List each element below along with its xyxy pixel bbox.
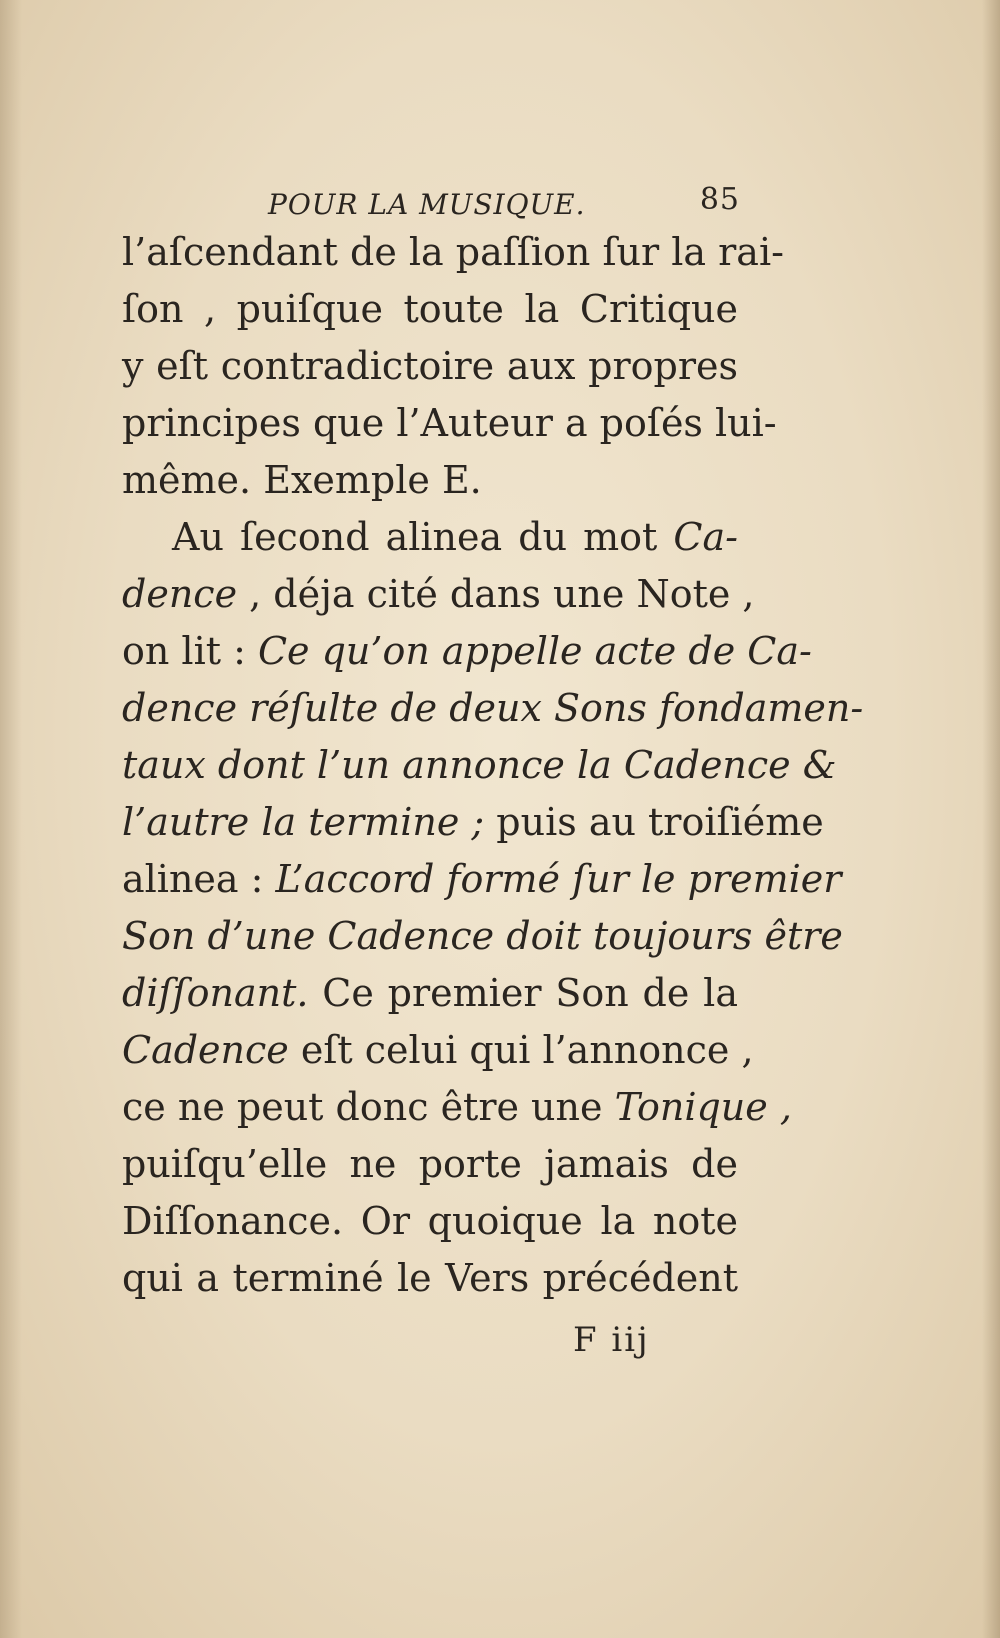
text-segment: puis au troiſiéme <box>484 800 824 844</box>
text-segment: , déja cité dans une Note , <box>237 572 755 616</box>
text-segment: on lit : <box>122 629 258 673</box>
text-line <box>122 623 812 680</box>
text-line <box>122 737 837 794</box>
italic-text: dence <box>122 572 238 616</box>
text-segment: Diſſonance. Or quoique la note <box>122 1199 738 1243</box>
text-line <box>122 338 738 395</box>
text-line <box>122 509 738 566</box>
text-segment: l’aſcendant de la paſſion ſur la rai- <box>122 230 784 274</box>
italic-text: dence réſulte de deux Sons fondamen- <box>122 686 864 730</box>
text-line <box>122 1079 792 1136</box>
signature-mark: F iij <box>573 1320 650 1360</box>
italic-text: Ce qu’on appelle acte de Ca- <box>257 629 812 673</box>
running-header <box>180 178 740 228</box>
text-line <box>122 1250 738 1307</box>
text-line <box>122 680 864 737</box>
italic-text: Son d’une Cadence doit toujours être <box>122 914 843 958</box>
text-line <box>122 1136 738 1193</box>
italic-text: taux dont l’un annonce la Cadence & <box>122 743 837 787</box>
text-line <box>122 395 777 452</box>
text-segment: puiſqu’elle ne porte jamais de <box>122 1142 738 1186</box>
text-line <box>122 281 738 338</box>
page-number: 85 <box>699 182 740 217</box>
page-edge-shadow-right <box>982 0 1000 1638</box>
running-title: POUR LA MUSIQUE. <box>268 188 586 221</box>
italic-text: l’autre la termine ; <box>122 800 485 844</box>
page-edge-shadow-left <box>0 0 22 1638</box>
text-line <box>122 794 824 851</box>
text-line <box>122 1193 738 1250</box>
text-line <box>122 452 738 509</box>
text-line <box>122 851 842 908</box>
text-segment: Au ſecond alinea du mot <box>172 515 674 559</box>
body-text <box>122 224 864 1307</box>
text-segment: ſon , puiſque toute la Critique <box>122 287 738 331</box>
text-line <box>122 224 784 281</box>
italic-text: Cadence <box>122 1028 289 1072</box>
text-segment: ce ne peut donc être une <box>122 1085 615 1129</box>
text-segment: Ce premier Son de la <box>308 971 738 1015</box>
text-line <box>122 1022 754 1079</box>
italic-text: Tonique , <box>614 1085 792 1129</box>
text-line <box>122 965 738 1022</box>
italic-text: diſſonant. <box>122 971 309 1015</box>
text-line <box>122 908 843 965</box>
text-segment: y eſt contradictoire aux propres <box>122 344 738 388</box>
text-segment: même. Exemple E. <box>122 458 482 502</box>
text-segment: eſt celui qui l’annonce , <box>288 1028 754 1072</box>
text-segment: principes que l’Auteur a poſés lui- <box>122 401 777 445</box>
text-segment: alinea : <box>122 857 276 901</box>
text-segment: qui a terminé le Vers précédent <box>122 1256 738 1300</box>
text-line <box>122 566 755 623</box>
italic-text: Ca- <box>673 515 738 559</box>
italic-text: L’accord formé ſur le premier <box>275 857 842 901</box>
